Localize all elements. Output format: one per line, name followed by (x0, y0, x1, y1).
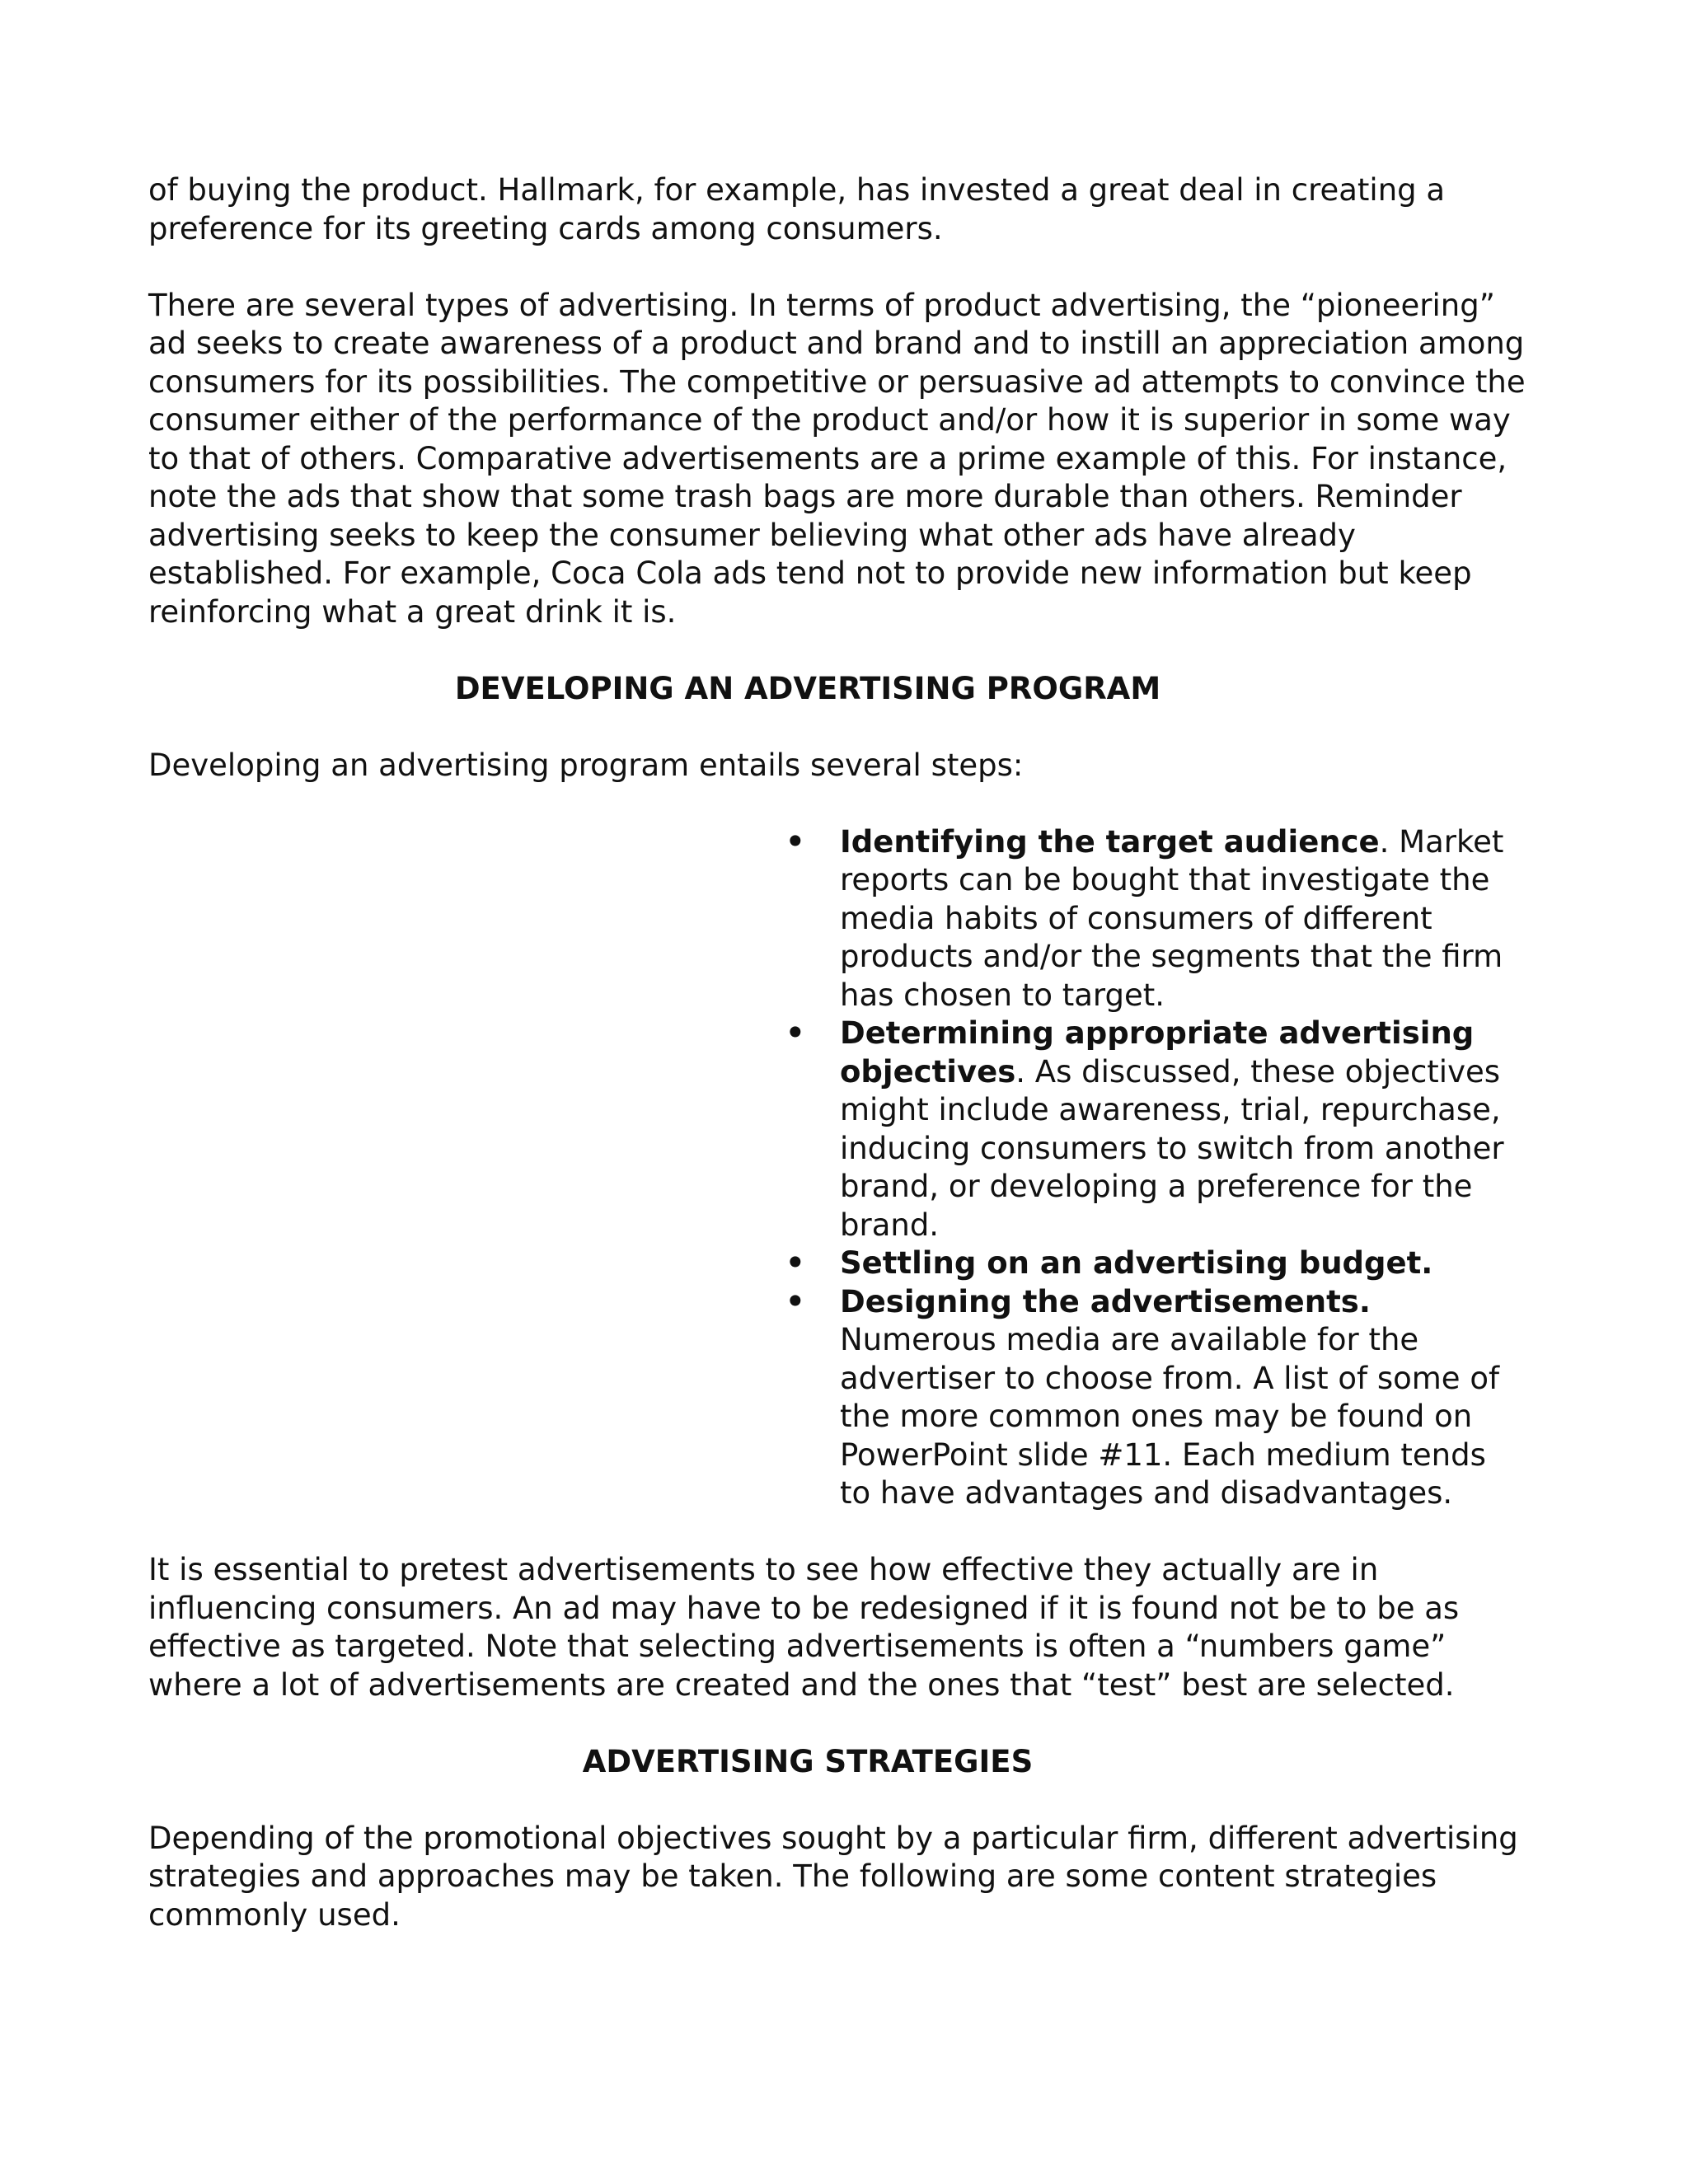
list-item-title: Settling on an advertising budget. (840, 1245, 1433, 1281)
list-item-title: Designing the advertisements. (840, 1283, 1371, 1319)
paragraph-advertising-types: There are several types of advertising. In terms of product advertising, the “pioneering” ad seeks to create awareness of a product and brand and to instill an appreciation among consumers for its possibilities. The competitive or persuasive ad attempts to convince the consumer either of the performance of the product and/or how it is superior in some way to that of others. Comparative advertisements are a prime example of this. For instance, note the ads that show that some trash bags are more durable than others. Reminder advertising seeks to keep the consumer believing what other ads have already established. For example, Coca Cola ads tend not to provide new information but keep reinforcing what a great drink it is. (148, 287, 1526, 630)
list-item-title: Identifying the target audience (840, 823, 1380, 860)
list-item-text: . As discussed, these objectives might include awareness, trial, repurchase, inducing consumers to switch from another brand, or developing a preference for the brand. (840, 1053, 1504, 1243)
list-item-title: Determining appropriate advertising objectives (840, 1015, 1475, 1090)
list-item-text: . Market reports can be bought that investigate the media habits of consumers of different products and/or the segments that the firm has chosen to target. (840, 823, 1504, 1013)
paragraph-pretest: It is essential to pretest advertisements to see how effective they actually are in influencing consumers. An ad may have to be redesigned if it is found not be to be as effective as targeted. Note that selecting advertisements is often a “numbers game” where a lot of advertisements are created and the ones that “test” best are selected. (148, 1552, 1460, 1703)
list-item-text: Numerous media are available for the advertiser to choose from. A list of some of the more common ones may be found on PowerPoint slide #11. Each medium tends to have advantages and disadvantages. (840, 1322, 1499, 1511)
bullet-icon: • (785, 823, 805, 860)
bullet-icon: • (785, 1245, 805, 1281)
paragraph-gap (148, 1781, 1533, 1820)
section-heading-strategies: ADVERTISING STRATEGIES (582, 1743, 1034, 1779)
paragraph-gap (148, 248, 1533, 287)
list-item-target-audience (785, 823, 1511, 1015)
paragraph-gap (148, 785, 1533, 823)
list-item-designing (785, 1283, 1511, 1513)
paragraph-strategies-intro: Depending of the promotional objectives sought by a particular firm, different advertising strategies and approaches may be taken. The following are some content strategies commonly used. (148, 1820, 1518, 1933)
paragraph-steps-intro: Developing an advertising program entails several steps: (148, 747, 1024, 783)
steps-list (785, 823, 1511, 1513)
paragraph-gap (148, 708, 1533, 747)
list-item-objectives (785, 1015, 1511, 1244)
paragraph-gap (148, 631, 1533, 670)
paragraph-gap (148, 1704, 1533, 1743)
list-item-budget (785, 1244, 1511, 1283)
bullet-icon: • (785, 1015, 805, 1051)
paragraph-hallmark: of buying the product. Hallmark, for example, has invested a great deal in creating a preference for its greeting cards among consumers. (148, 172, 1446, 246)
bullet-icon: • (785, 1283, 805, 1319)
section-heading-developing-program: DEVELOPING AN ADVERTISING PROGRAM (454, 670, 1161, 706)
document-page (148, 171, 1533, 1934)
paragraph-gap (148, 1513, 1533, 1552)
